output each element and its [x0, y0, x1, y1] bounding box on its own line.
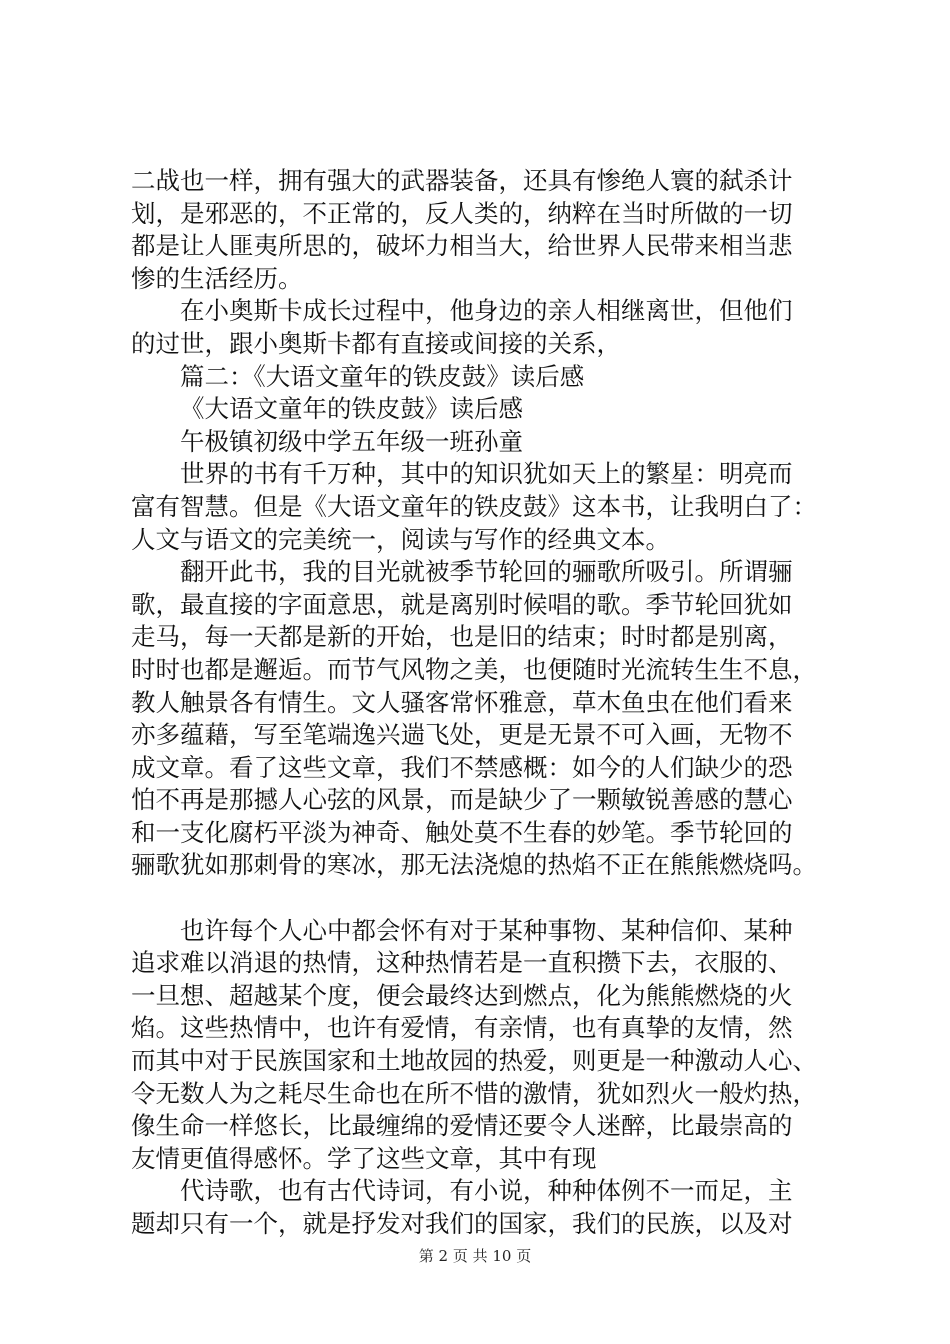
text-line: 怕不再是那撼人心弦的风景，而是缺少了一颗敏锐善感的慧心: [131, 785, 793, 815]
text-line: 成文章。看了这些文章，我们不禁感概：如今的人们缺少的恐: [131, 752, 793, 782]
text-line: 焰。这些热情中，也许有爱情，有亲情，也有真挚的友情，然: [131, 1013, 793, 1043]
page-footer: 第 2 页 共 10 页: [418, 1247, 532, 1265]
text-line: 在小奥斯卡成长过程中，他身边的亲人相继离世，但他们: [180, 296, 793, 326]
text-line: 一旦想、超越某个度，便会最终达到燃点，化为熊熊燃烧的火: [131, 980, 793, 1010]
text-line: 友情更值得感怀。学了这些文章，其中有现: [131, 1143, 597, 1173]
text-line: 代诗歌，也有古代诗词，有小说，种种体例不一而足，主: [180, 1176, 793, 1206]
text-line: 题却只有一个，就是抒发对我们的国家，我们的民族，以及对: [131, 1209, 793, 1238]
text-line: 令无数人为之耗尽生命也在所不惜的激情，犹如烈火一般灼热，: [131, 1078, 817, 1108]
text-line: 而其中对于民族国家和土地故园的热爱，则更是一种激动人心、: [131, 1046, 817, 1076]
text-line: 的过世，跟小奥斯卡都有直接或间接的关系，: [131, 328, 621, 358]
text-line: 《大语文童年的铁皮鼓》读后感: [180, 394, 523, 424]
text-line: 篇二：《大语文童年的铁皮鼓》读后感: [180, 361, 585, 391]
blank-line: [131, 882, 826, 915]
text-line: 划，是邪恶的，不正常的，反人类的，纳粹在当时所做的一切: [131, 198, 793, 228]
text-line: 教人触景各有情生。文人骚客常怀雅意，草木鱼虫在他们看来: [131, 687, 793, 717]
text-line: 也许每个人心中都会怀有对于某种事物、某种信仰、某种: [180, 915, 793, 945]
text-line: 歌，最直接的字面意思，就是离别时候唱的歌。季节轮回犹如: [131, 589, 793, 619]
text-line: 和一支化腐朽平淡为神奇、触处莫不生春的妙笔。季节轮回的: [131, 817, 793, 847]
text-line: 骊歌犹如那刺骨的寒冰，那无法浇熄的热焰不正在熊熊燃烧吗。: [131, 850, 817, 880]
text-line: 富有智慧。但是《大语文童年的铁皮鼓》这本书，让我明白了：: [131, 491, 817, 521]
text-line: 像生命一样悠长，比最缠绵的爱情还要令人迷醉，比最崇高的: [131, 1111, 793, 1141]
text-line: 追求难以消退的热情，这种热情若是一直积攒下去，衣服的、: [131, 948, 793, 978]
text-line: 翻开此书，我的目光就被季节轮回的骊歌所吸引。所谓骊: [180, 557, 793, 587]
text-line: 二战也一样，拥有强大的武器装备，还具有惨绝人寰的弑杀计: [131, 166, 793, 195]
text-line: 走马，每一天都是新的开始，也是旧的结束；时时都是别离，: [131, 622, 793, 652]
text-line: 都是让人匪夷所思的，破坏力相当大，给世界人民带来相当悲: [131, 231, 793, 261]
text-line: 世界的书有千万种，其中的知识犹如天上的繁星：明亮而: [180, 459, 793, 489]
text-line: 亦多蕴藉，写至笔端逸兴遄飞处，更是无景不可入画，无物不: [131, 720, 793, 750]
text-line: 时时也都是邂逅。而节气风物之美，也便随时光流转生生不息，: [131, 654, 817, 684]
text-line: 午极镇初级中学五年级一班孙童: [180, 426, 523, 456]
text-line: 人文与语文的完美统一，阅读与写作的经典文本。: [131, 524, 670, 554]
body-text: [131, 165, 826, 1241]
text-line: 惨的生活经历。: [131, 263, 303, 293]
